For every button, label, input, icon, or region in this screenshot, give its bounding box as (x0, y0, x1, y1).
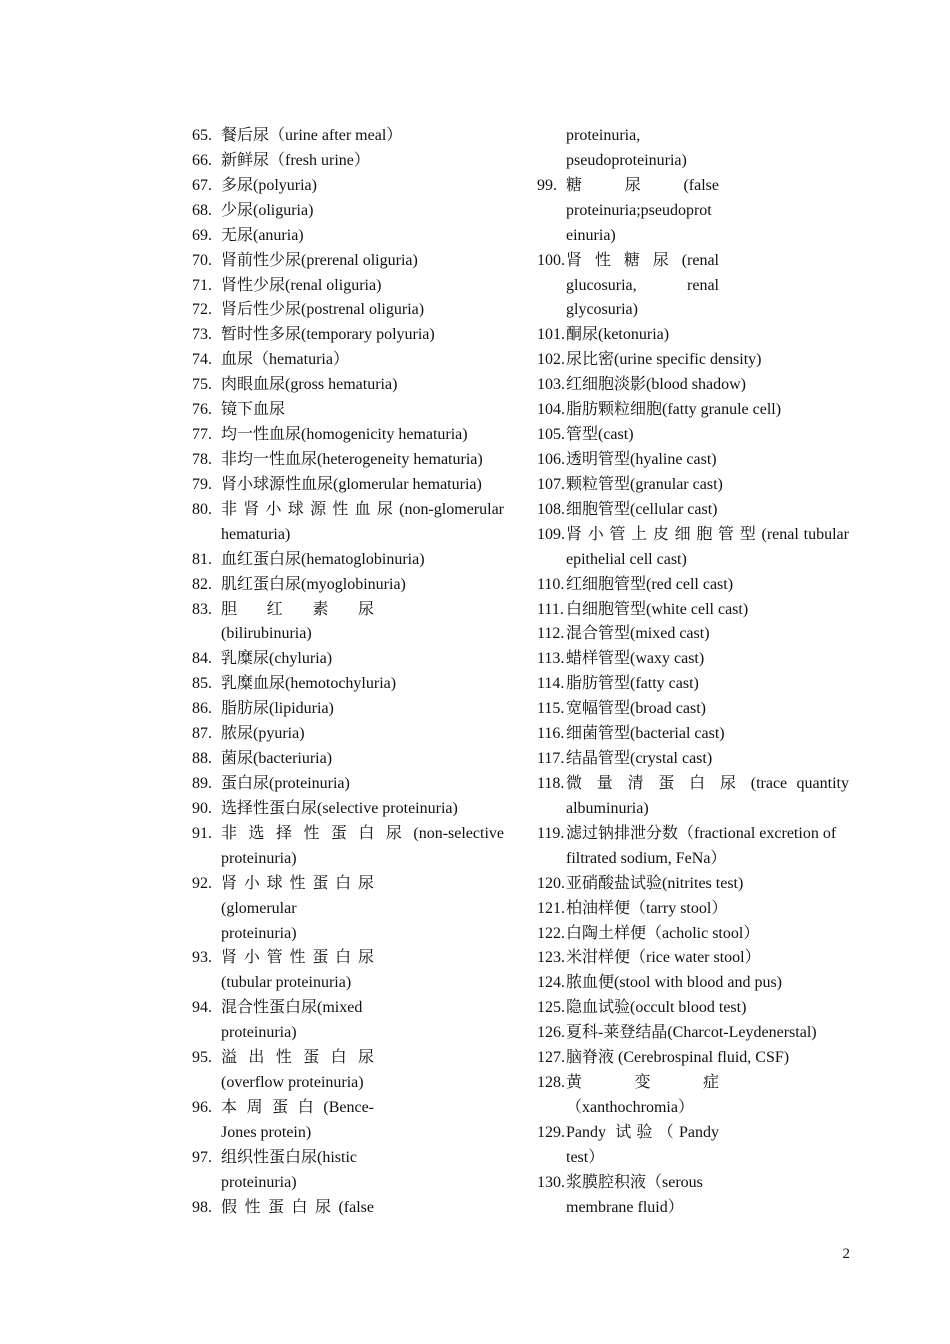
entry-text: proteinuria) (221, 924, 297, 942)
entry-number: 123. (537, 949, 565, 967)
entry-number: 95. (192, 1049, 212, 1067)
entry-text: 假 性 蛋 白 尿 (false (221, 1198, 374, 1216)
glossary-line (192, 323, 504, 348)
entry-text: 蜡样管型(waxy cast) (566, 650, 705, 668)
entry-text: hematuria) (221, 525, 291, 543)
entry-text: 菌尿(bacteriuria) (221, 750, 333, 768)
glossary-line (192, 797, 504, 822)
entry-text: 脓尿(pyuria) (221, 725, 305, 743)
glossary-line (537, 323, 849, 348)
glossary-line (537, 1046, 849, 1071)
entry-number: 67. (192, 176, 212, 194)
entry-number: 104. (537, 401, 565, 419)
entry-text: 红细胞淡影(blood shadow) (566, 376, 746, 394)
glossary-line (192, 423, 504, 448)
entry-number: 129. (537, 1123, 565, 1141)
entry-text: proteinuria, (566, 127, 641, 144)
glossary-line (537, 772, 849, 797)
glossary-line (192, 398, 504, 423)
entry-text: proteinuria;pseudoprot (566, 201, 712, 219)
entry-text: 浆膜腔积液（serous (566, 1173, 703, 1191)
entry-text: 隐血试验(occult blood test) (566, 999, 747, 1017)
entry-text: 柏油样便（tarry stool） (566, 899, 728, 917)
entry-number: 127. (537, 1049, 565, 1067)
entry-text: 溢 出 性 蛋 白 尿 (221, 1049, 374, 1067)
glossary-line (537, 448, 849, 473)
entry-text: 白陶土样便（acholic stool） (566, 924, 760, 942)
entry-number: 85. (192, 675, 212, 693)
glossary-line (537, 249, 849, 274)
glossary-line (192, 498, 504, 523)
entry-text: 细胞管型(cellular cast) (566, 500, 718, 518)
entry-text: 非均一性血尿(heterogeneity hematuria) (221, 450, 483, 468)
entry-text: 组织性蛋白尿(histic (221, 1148, 357, 1166)
entry-number: 87. (192, 725, 212, 743)
glossary-line (537, 598, 849, 623)
entry-number: 90. (192, 799, 212, 817)
entry-text: 白细胞管型(white cell cast) (566, 600, 749, 618)
glossary-line (537, 622, 849, 647)
entry-number: 116. (537, 725, 565, 743)
entry-number: 107. (537, 475, 565, 493)
entry-text: 混合管型(mixed cast) (566, 625, 710, 643)
glossary-line (192, 847, 504, 872)
entry-number: 65. (192, 127, 212, 144)
entry-text: 脂肪管型(fatty cast) (566, 675, 699, 693)
glossary-line (537, 523, 849, 548)
glossary-line (192, 1096, 504, 1121)
glossary-line (192, 1046, 504, 1071)
glossary-line (537, 224, 849, 249)
glossary-line (192, 946, 504, 971)
entry-number: 84. (192, 650, 212, 668)
entry-number: 114. (537, 675, 565, 693)
glossary-line (192, 348, 504, 373)
entry-number: 110. (537, 575, 565, 593)
entry-number: 102. (537, 351, 565, 369)
entry-text: 选择性蛋白尿(selective proteinuria) (221, 799, 458, 817)
glossary-line (192, 573, 504, 598)
entry-text: 酮尿(ketonuria) (566, 326, 670, 344)
glossary-line (537, 423, 849, 448)
entry-text: 脓血便(stool with blood and pus) (566, 974, 782, 992)
entry-number: 76. (192, 401, 212, 419)
entry-number: 98. (192, 1198, 212, 1216)
entry-number: 118. (537, 774, 565, 792)
glossary-line (192, 672, 504, 697)
entry-number: 128. (537, 1074, 565, 1092)
entry-number: 75. (192, 376, 212, 394)
entry-text: Jones protein) (221, 1123, 312, 1141)
entry-number: 89. (192, 774, 212, 792)
entry-text: Pandy 试验（Pandy (566, 1123, 719, 1141)
glossary-line (537, 946, 849, 971)
glossary-line (192, 274, 504, 299)
entry-text: 肾 小 球 性 蛋 白 尿 (221, 874, 374, 892)
glossary-line (192, 448, 504, 473)
entry-text: 脑脊液 (Cerebrospinal fluid, CSF) (566, 1049, 790, 1067)
entry-text: 脂肪尿(lipiduria) (221, 700, 334, 718)
glossary-line (192, 149, 504, 174)
glossary-line (537, 298, 849, 323)
entry-number: 124. (537, 974, 565, 992)
entry-number: 96. (192, 1098, 212, 1116)
entry-number: 120. (537, 874, 565, 892)
entry-text: 肾 小 管 性 蛋 白 尿 (221, 949, 374, 967)
page-number: 2 (842, 1246, 850, 1262)
entry-number: 91. (192, 824, 212, 842)
entry-text: 糖 尿 (false (566, 176, 719, 194)
entry-number: 112. (537, 625, 565, 643)
glossary-line (537, 797, 849, 822)
entry-number: 81. (192, 550, 212, 568)
glossary-line (192, 199, 504, 224)
glossary-line (192, 1171, 504, 1196)
left-column (192, 124, 504, 1221)
entry-text: (overflow proteinuria) (221, 1074, 364, 1092)
entry-number: 130. (537, 1173, 565, 1191)
entry-text: einuria) (566, 226, 616, 244)
entry-number: 70. (192, 251, 212, 269)
entry-text: (glomerular (221, 899, 297, 917)
entry-number: 108. (537, 500, 565, 518)
glossary-line (192, 224, 504, 249)
right-column (537, 124, 849, 1221)
glossary-line (537, 348, 849, 373)
glossary-line (537, 1146, 849, 1171)
glossary-line (192, 772, 504, 797)
entry-text: 米泔样便（rice water stool） (566, 949, 761, 967)
entry-text: 无尿(anuria) (221, 226, 304, 244)
glossary-line (192, 174, 504, 199)
entry-text: 非 选 择 性 蛋 白 尿 (non-selective (221, 824, 504, 842)
entry-number: 72. (192, 301, 212, 319)
entry-number: 115. (537, 700, 565, 718)
glossary-line (537, 1121, 849, 1146)
glossary-line (192, 872, 504, 897)
entry-text: 肾性少尿(renal oliguria) (221, 276, 382, 294)
entry-text: albuminuria) (566, 799, 649, 817)
entry-text: 暂时性多尿(temporary polyuria) (221, 326, 435, 344)
entry-text: 肾后性少尿(postrenal oliguria) (221, 301, 425, 319)
glossary-line (192, 747, 504, 772)
glossary-line (537, 498, 849, 523)
entry-text: pseudoproteinuria) (566, 151, 687, 169)
entry-text: 蛋白尿(proteinuria) (221, 774, 350, 792)
entry-number: 99. (537, 176, 557, 194)
entry-text: 血红蛋白尿(hematoglobinuria) (221, 550, 425, 568)
entry-text: glycosuria) (566, 301, 638, 319)
entry-text: 肾小球源性血尿(glomerular hematuria) (221, 475, 482, 493)
entry-text: 细菌管型(bacterial cast) (566, 725, 725, 743)
glossary-line (192, 822, 504, 847)
glossary-line (192, 697, 504, 722)
glossary-line (537, 672, 849, 697)
glossary-line (192, 622, 504, 647)
entry-text: 管型(cast) (566, 426, 634, 444)
entry-text: 肾 小 管 上 皮 细 胞 管 型 (renal tubular (566, 525, 849, 543)
entry-text: 非 肾 小 球 源 性 血 尿 (non-glomerular (221, 500, 504, 518)
entry-text: 尿比密(urine specific density) (566, 351, 762, 369)
glossary-line (192, 523, 504, 548)
glossary-line (537, 822, 849, 847)
entry-text: (tubular proteinuria) (221, 974, 352, 992)
entry-text: 肾前性少尿(prerenal oliguria) (221, 251, 418, 269)
entry-number: 80. (192, 500, 212, 518)
entry-text: 颗粒管型(granular cast) (566, 475, 723, 493)
entry-text: 均一性血尿(homogenicity hematuria) (221, 426, 468, 444)
glossary-line (537, 398, 849, 423)
entry-number: 100. (537, 251, 565, 269)
entry-number: 78. (192, 450, 212, 468)
glossary-line (192, 1121, 504, 1146)
entry-number: 86. (192, 700, 212, 718)
glossary-line (537, 996, 849, 1021)
entry-text: 肌红蛋白尿(myoglobinuria) (221, 575, 406, 593)
entry-number: 106. (537, 450, 565, 468)
entry-text: 新鲜尿（fresh urine） (221, 151, 370, 169)
glossary-line (537, 897, 849, 922)
glossary-line (537, 473, 849, 498)
glossary-line (192, 1071, 504, 1096)
entry-number: 125. (537, 999, 565, 1017)
entry-text: test） (566, 1148, 605, 1166)
glossary-line (537, 872, 849, 897)
entry-number: 77. (192, 426, 212, 444)
entry-number: 119. (537, 824, 565, 842)
glossary-line (192, 1196, 504, 1221)
entry-text: 乳糜尿(chyluria) (221, 650, 333, 668)
entry-text: filtrated sodium, FeNa） (566, 849, 727, 867)
glossary-line (192, 971, 504, 996)
glossary-line (537, 548, 849, 573)
glossary-line (192, 1146, 504, 1171)
glossary-line (537, 274, 849, 299)
glossary-line (192, 124, 504, 149)
glossary-line (192, 598, 504, 623)
entry-text: 黄 变 症 (566, 1074, 719, 1092)
entry-number: 93. (192, 949, 212, 967)
entry-number: 121. (537, 899, 565, 917)
entry-text: 餐后尿（urine after meal） (221, 127, 403, 144)
glossary-line (192, 647, 504, 672)
entry-number: 82. (192, 575, 212, 593)
entry-text: 肉眼血尿(gross hematuria) (221, 376, 398, 394)
glossary-line (192, 1021, 504, 1046)
entry-text: 微 量 清 蛋 白 尿 (trace quantity (566, 774, 849, 792)
entry-text: 本 周 蛋 白 (Bence- (221, 1098, 374, 1116)
glossary-line (537, 1196, 849, 1221)
entry-text: 红细胞管型(red cell cast) (566, 575, 734, 593)
glossary-line (537, 922, 849, 947)
entry-text: glucosuria, renal (566, 276, 719, 294)
entry-number: 66. (192, 151, 212, 169)
entry-text: 肾 性 糖 尿 (renal (566, 251, 719, 269)
entry-number: 117. (537, 750, 565, 768)
glossary-line (192, 922, 504, 947)
entry-text: （xanthochromia） (566, 1098, 694, 1116)
glossary-line (537, 199, 849, 224)
glossary-line (192, 373, 504, 398)
entry-text: 滤过钠排泄分数（fractional excretion of (566, 824, 837, 842)
entry-number: 92. (192, 874, 212, 892)
entry-number: 94. (192, 999, 212, 1017)
entry-number: 79. (192, 475, 212, 493)
glossary-line (537, 174, 849, 199)
glossary-line (192, 473, 504, 498)
glossary-line (537, 697, 849, 722)
entry-text: 镜下血尿 (221, 401, 286, 419)
entry-number: 88. (192, 750, 212, 768)
entry-text: 结晶管型(crystal cast) (566, 750, 713, 768)
glossary-line (537, 149, 849, 174)
glossary-line (192, 548, 504, 573)
entry-text: (bilirubinuria) (221, 625, 312, 643)
entry-number: 126. (537, 1024, 565, 1042)
glossary-line (192, 298, 504, 323)
entry-number: 101. (537, 326, 565, 344)
entry-number: 71. (192, 276, 212, 294)
entry-number: 69. (192, 226, 212, 244)
entry-text: 少尿(oliguria) (221, 201, 314, 219)
entry-text: 胆 红 素 尿 (221, 600, 374, 618)
entry-text: membrane fluid） (566, 1198, 684, 1216)
entry-text: 多尿(polyuria) (221, 176, 317, 194)
glossary-line (537, 1171, 849, 1196)
entry-text: 脂肪颗粒细胞(fatty granule cell) (566, 401, 782, 419)
glossary-line (537, 573, 849, 598)
glossary-line (192, 722, 504, 747)
entry-text: 混合性蛋白尿(mixed (221, 999, 363, 1017)
entry-text: 透明管型(hyaline cast) (566, 450, 717, 468)
entry-text: proteinuria) (221, 1024, 297, 1042)
entry-text: 夏科-莱登结晶(Charcot-Leydenerstal) (566, 1024, 817, 1042)
entry-text: proteinuria) (221, 849, 297, 867)
entry-number: 83. (192, 600, 212, 618)
entry-text: epithelial cell cast) (566, 550, 687, 568)
glossary-line (537, 647, 849, 672)
entry-number: 122. (537, 924, 565, 942)
entry-number: 97. (192, 1148, 212, 1166)
glossary-line (537, 722, 849, 747)
entry-text: 乳糜血尿(hemotochyluria) (221, 675, 397, 693)
entry-number: 113. (537, 650, 565, 668)
glossary-line (192, 249, 504, 274)
glossary-line (537, 1021, 849, 1046)
glossary-line (537, 1096, 849, 1121)
entry-text: 血尿（hematuria） (221, 351, 349, 369)
entry-number: 103. (537, 376, 565, 394)
entry-number: 105. (537, 426, 565, 444)
glossary-line (192, 897, 504, 922)
entry-number: 68. (192, 201, 212, 219)
entry-number: 73. (192, 326, 212, 344)
entry-number: 109. (537, 525, 565, 543)
glossary-line (537, 847, 849, 872)
entry-text: 宽幅管型(broad cast) (566, 700, 706, 718)
glossary-line (537, 124, 849, 149)
entry-text: 亚硝酸盐试验(nitrites test) (566, 874, 744, 892)
glossary-line (537, 373, 849, 398)
entry-number: 111. (537, 600, 564, 618)
glossary-line (537, 1071, 849, 1096)
glossary-line (537, 747, 849, 772)
entry-number: 74. (192, 351, 212, 369)
glossary-line (192, 996, 504, 1021)
glossary-line (537, 971, 849, 996)
entry-text: proteinuria) (221, 1173, 297, 1191)
